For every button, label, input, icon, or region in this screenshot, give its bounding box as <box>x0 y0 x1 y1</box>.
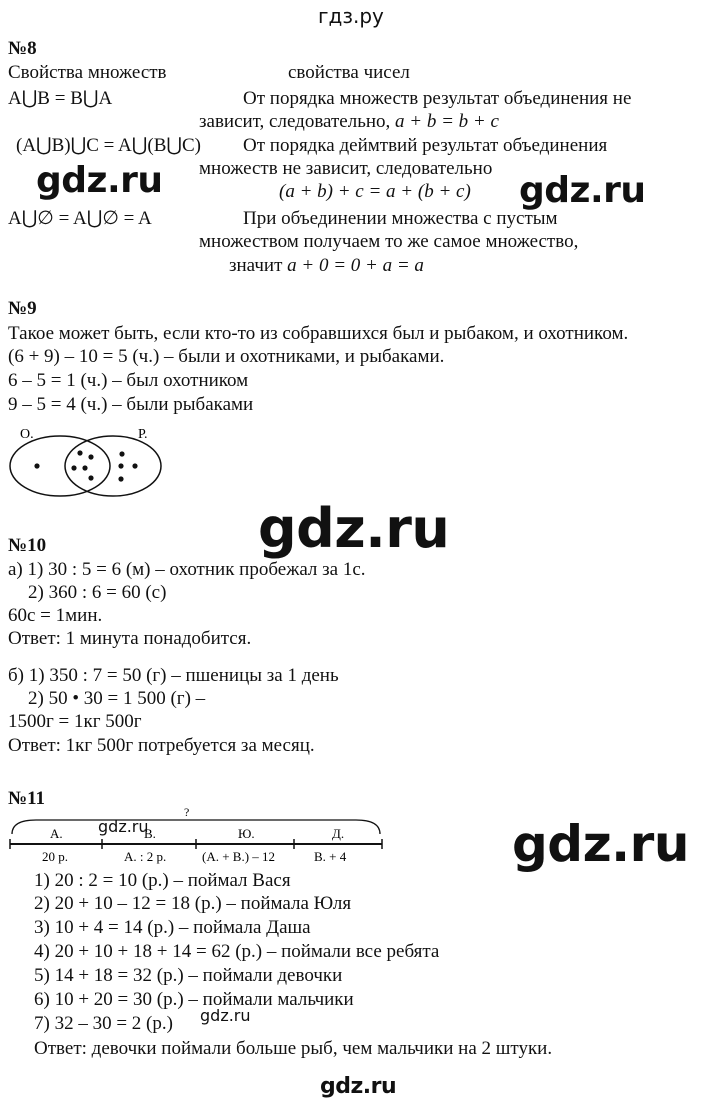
task-8-row3-formula: A⋃∅ = A⋃∅ = A <box>8 208 152 229</box>
segment-question-mark: ? <box>184 805 190 819</box>
task-11-answer: Ответ: девочки поймали больше рыб, чем мальчики на 2 штуки. <box>34 1038 553 1059</box>
task-9-line-3: 6 – 5 = 1 (ч.) – был охотником <box>8 370 249 391</box>
task-8-col-left: Свойства множеств <box>8 62 167 83</box>
venn-label-fishers: Р. <box>138 427 148 442</box>
watermark-2: gdz.ru <box>519 170 646 211</box>
task-8-row1-text1: От порядка множеств результат объединения не <box>243 88 632 109</box>
task-8-row1-formula: A⋃B = B⋃A <box>8 88 113 109</box>
site-header: гдз.ру <box>318 4 384 28</box>
venn-diagram <box>4 420 174 500</box>
venn-dots <box>34 450 137 481</box>
task-8-col-right: свойства чисел <box>288 62 410 83</box>
task-11-line-5: 5) 14 + 18 = 32 (р.) – поймали девочки <box>34 965 343 986</box>
segment-label-bottom-d: В. + 4 <box>314 849 347 864</box>
task-10-line-1: а) 1) 30 : 5 = 6 (м) – охотник пробежал за 1с. <box>8 559 366 580</box>
footer-watermark: gdz.ru <box>320 1074 397 1099</box>
segment-brace <box>12 820 380 834</box>
task-8-row3-text1: При объединении множества с пустым <box>243 208 558 229</box>
task-8-row2-text1: От порядка деймтвий результат объединения <box>243 135 608 156</box>
task-9-number: №9 <box>8 298 37 319</box>
task-9-line-4: 9 – 5 = 4 (ч.) – были рыбаками <box>8 394 254 415</box>
task-11-line-2: 2) 20 + 10 – 12 = 18 (р.) – поймала Юля <box>34 893 352 914</box>
task-11-line-7: 7) 32 – 30 = 2 (р.) <box>34 1013 173 1034</box>
task-10-line-6: 2) 50 • 30 = 1 500 (г) – <box>28 688 206 709</box>
segment-label-top-yu: Ю. <box>238 826 255 841</box>
task-10-line-2: 2) 360 : 6 = 60 (с) <box>28 582 167 603</box>
watermark-small-1: gdz.ru <box>98 817 149 836</box>
task-8-row3-eq: a + 0 = 0 + a = a <box>287 255 424 276</box>
venn-circle-hunters <box>10 436 110 496</box>
task-8-row2-text2: множеств не зависит, следовательно <box>199 158 493 179</box>
task-10-line-5: б) 1) 350 : 7 = 50 (г) – пшеницы за 1 день <box>8 665 339 686</box>
task-11-number: №11 <box>8 788 46 809</box>
task-10-line-4: Ответ: 1 минута понадобится. <box>8 628 252 649</box>
segment-label-top-a: А. <box>50 826 63 841</box>
task-11-line-6: 6) 10 + 20 = 30 (р.) – поймали мальчики <box>34 989 354 1010</box>
task-8-row2-eq: (a + b) + c = a + (b + c) <box>279 181 471 202</box>
segment-label-bottom-yu: (А. + В.) – 12 <box>202 849 276 864</box>
watermark-1: gdz.ru <box>36 160 163 201</box>
task-9-line-2: (6 + 9) – 10 = 5 (ч.) – были и охотниками, и рыбаками. <box>8 346 445 367</box>
segment-diagram <box>6 804 386 866</box>
watermark-small-2: gdz.ru <box>200 1006 251 1025</box>
task-10-line-8: Ответ: 1кг 500г потребуется за месяц. <box>8 735 315 756</box>
segment-label-top-v: В. <box>144 826 156 841</box>
task-8-row1-text2: зависит, следовательно, <box>199 111 391 132</box>
task-8-number: №8 <box>8 38 37 59</box>
task-8-row2-formula: (A⋃B)⋃C = A⋃(B⋃C) <box>16 135 201 156</box>
venn-circle-fishers <box>65 436 161 496</box>
task-8-row1-text2-line <box>199 111 499 133</box>
segment-label-bottom-a: 20 р. <box>42 849 68 864</box>
watermark-4: gdz.ru <box>512 815 689 873</box>
task-11-line-4: 4) 20 + 10 + 18 + 14 = 62 (р.) – поймали все ребята <box>34 941 440 962</box>
segment-label-bottom-v: А. : 2 р. <box>124 849 167 864</box>
task-8-row3-text2: множеством получаем то же самое множество, <box>199 231 579 252</box>
task-11-line-1: 1) 20 : 2 = 10 (р.) – поймал Вася <box>34 870 291 891</box>
segment-label-top-d: Д. <box>332 826 345 841</box>
task-11-line-3: 3) 10 + 4 = 14 (р.) – поймала Даша <box>34 917 311 938</box>
task-10-line-7: 1500г = 1кг 500г <box>8 711 142 732</box>
task-10-number: №10 <box>8 535 47 556</box>
venn-label-hunters: О. <box>20 427 34 442</box>
watermark-3: gdz.ru <box>258 497 450 560</box>
task-8-row3-text3-line <box>229 255 424 277</box>
task-8-row3-text3: значит <box>229 255 283 276</box>
task-8-row1-eq: a + b = b + c <box>395 111 499 132</box>
task-10-line-3: 60с = 1мин. <box>8 605 103 626</box>
task-9-line-1: Такое может быть, если кто-то из собравшихся был и рыбаком, и охотником. <box>8 323 629 344</box>
